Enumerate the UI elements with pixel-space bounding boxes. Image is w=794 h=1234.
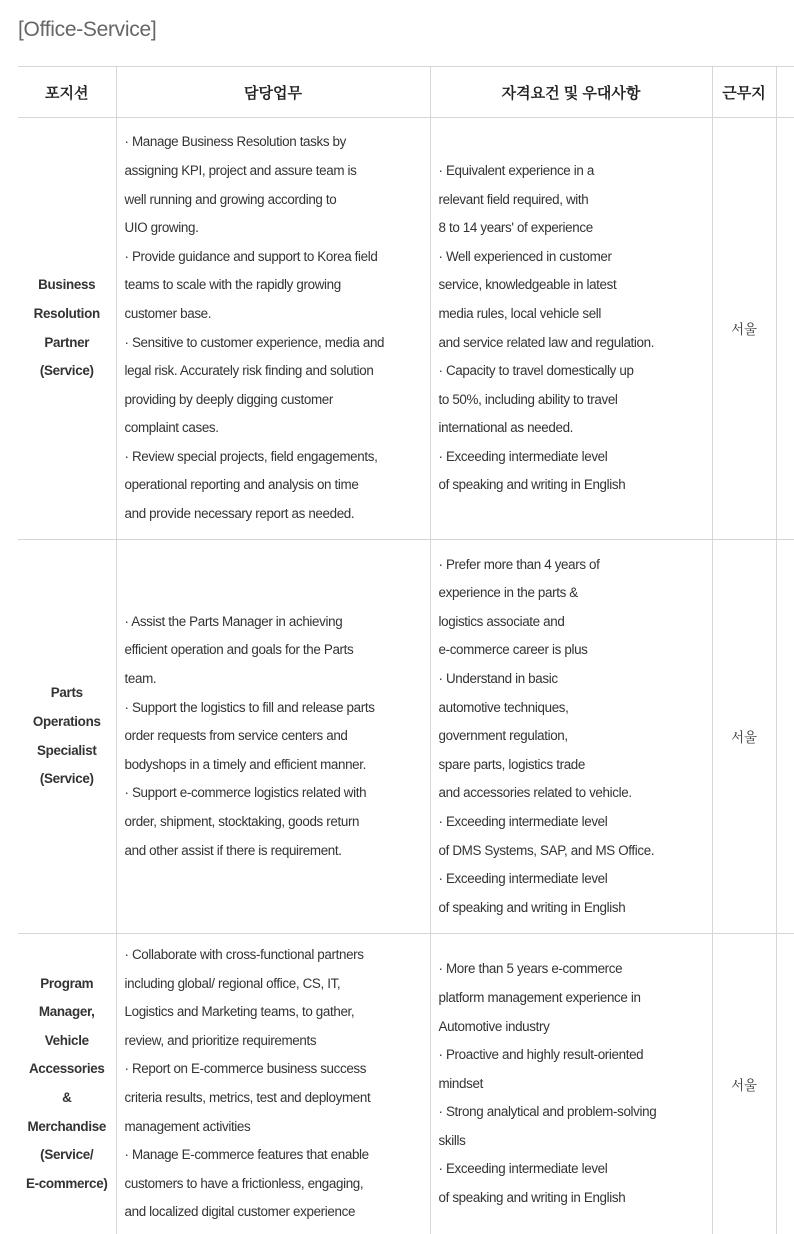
position-cell <box>18 934 116 1234</box>
requirement-line: · Well experienced in customer <box>439 243 708 272</box>
position-title-line: Parts <box>18 679 116 708</box>
requirement-line: mindset <box>439 1070 708 1099</box>
duty-line: UIO growing. <box>125 214 426 243</box>
header-requirements: 자격요건 및 우대사항 <box>430 67 712 118</box>
section-title: [Office-Service] <box>18 18 156 42</box>
extra-cell <box>776 934 794 1234</box>
duty-line: including global/ regional office, CS, IT, <box>125 970 426 999</box>
requirement-line: service, knowledgeable in latest <box>439 271 708 300</box>
requirement-line: · Prefer more than 4 years of <box>439 551 708 580</box>
requirement-line: · Understand in basic <box>439 665 708 694</box>
requirements-cell <box>430 934 712 1234</box>
table-row <box>18 540 794 934</box>
requirement-line: e-commerce career is plus <box>439 636 708 665</box>
requirement-line: · Proactive and highly result-oriented <box>439 1041 708 1070</box>
position-title-line: (Service/ <box>18 1141 116 1170</box>
duty-line: · Sensitive to customer experience, media and <box>125 329 426 358</box>
requirement-line: · More than 5 years e-commerce <box>439 955 708 984</box>
position-title-line: Manager, <box>18 998 116 1027</box>
requirement-line: logistics associate and <box>439 608 708 637</box>
requirement-line: 8 to 14 years' of experience <box>439 214 708 243</box>
requirement-line: · Exceeding intermediate level <box>439 808 708 837</box>
duty-line: efficient operation and goals for the Parts <box>125 636 426 665</box>
duty-line: complaint cases. <box>125 414 426 443</box>
position-title-line: Specialist <box>18 737 116 766</box>
duty-line: customer base. <box>125 300 426 329</box>
requirement-line: · Capacity to travel domestically up <box>439 357 708 386</box>
requirement-line: Automotive industry <box>439 1013 708 1042</box>
job-table <box>18 66 794 1234</box>
requirement-line: to 50%, including ability to travel <box>439 386 708 415</box>
duty-line: and localized digital customer experience <box>125 1198 426 1227</box>
position-title-line: Resolution <box>18 300 116 329</box>
requirement-line: · Exceeding intermediate level <box>439 1155 708 1184</box>
requirement-line: · Equivalent experience in a <box>439 157 708 186</box>
duty-line: · Provide guidance and support to Korea field <box>125 243 426 272</box>
table-row <box>18 118 794 540</box>
position-title-line: Program <box>18 970 116 999</box>
duty-line: · Manage Business Resolution tasks by <box>125 128 426 157</box>
requirement-line: and accessories related to vehicle. <box>439 779 708 808</box>
duty-line: review, and prioritize requirements <box>125 1027 426 1056</box>
duty-line: · Report on E-commerce business success <box>125 1055 426 1084</box>
duty-line: legal risk. Accurately risk finding and solution <box>125 357 426 386</box>
position-title-line: Operations <box>18 708 116 737</box>
position-title-line: & <box>18 1084 116 1113</box>
duty-line: teams to scale with the rapidly growing <box>125 271 426 300</box>
position-title-line: Business <box>18 271 116 300</box>
header-duties: 담당업무 <box>116 67 430 118</box>
duty-line: · Review special projects, field engagements, <box>125 443 426 472</box>
duty-line: order, shipment, stocktaking, goods return <box>125 808 426 837</box>
requirement-line: automotive techniques, <box>439 694 708 723</box>
requirement-line: · Exceeding intermediate level <box>439 443 708 472</box>
requirement-line: skills <box>439 1127 708 1156</box>
requirement-line: spare parts, logistics trade <box>439 751 708 780</box>
location-cell: 서울 <box>712 118 776 540</box>
location-cell: 서울 <box>712 540 776 934</box>
header-extra <box>776 67 794 118</box>
requirement-line: of speaking and writing in English <box>439 471 708 500</box>
duty-line: operational reporting and analysis on time <box>125 471 426 500</box>
duty-line: team. <box>125 665 426 694</box>
duty-line: · Manage E-commerce features that enable <box>125 1141 426 1170</box>
duty-line: criteria results, metrics, test and deployment <box>125 1084 426 1113</box>
position-cell <box>18 118 116 540</box>
table-row <box>18 934 794 1234</box>
duty-line: · Collaborate with cross-functional partners <box>125 941 426 970</box>
position-title-line: (Service) <box>18 357 116 386</box>
requirements-cell <box>430 540 712 934</box>
duty-line: Logistics and Marketing teams, to gather, <box>125 998 426 1027</box>
duty-line: and provide necessary report as needed. <box>125 500 426 529</box>
duty-line: bodyshops in a timely and efficient manner. <box>125 751 426 780</box>
requirement-line: of speaking and writing in English <box>439 894 708 923</box>
table-header-row <box>18 67 794 118</box>
duty-line: management activities <box>125 1113 426 1142</box>
requirement-line: of DMS Systems, SAP, and MS Office. <box>439 837 708 866</box>
position-title-line: Accessories <box>18 1055 116 1084</box>
requirement-line: · Strong analytical and problem-solving <box>439 1098 708 1127</box>
requirement-line: platform management experience in <box>439 984 708 1013</box>
requirement-line: experience in the parts & <box>439 579 708 608</box>
extra-cell <box>776 540 794 934</box>
requirement-line: relevant field required, with <box>439 186 708 215</box>
requirement-line: · Exceeding intermediate level <box>439 865 708 894</box>
position-title-line: Merchandise <box>18 1113 116 1142</box>
duties-cell <box>116 934 430 1234</box>
position-cell <box>18 540 116 934</box>
duty-line: · Support e-commerce logistics related with <box>125 779 426 808</box>
requirement-line: government regulation, <box>439 722 708 751</box>
duty-line: well running and growing according to <box>125 186 426 215</box>
position-title-line: Partner <box>18 329 116 358</box>
requirement-line: international as needed. <box>439 414 708 443</box>
header-location: 근무지 <box>712 67 776 118</box>
duty-line: and other assist if there is requirement. <box>125 837 426 866</box>
header-position: 포지션 <box>18 67 116 118</box>
extra-cell <box>776 118 794 540</box>
position-title-line: (Service) <box>18 765 116 794</box>
position-title-line: E-commerce) <box>18 1170 116 1199</box>
duty-line: · Support the logistics to fill and release parts <box>125 694 426 723</box>
position-title-line: Vehicle <box>18 1027 116 1056</box>
location-cell: 서울 <box>712 934 776 1234</box>
requirement-line: media rules, local vehicle sell <box>439 300 708 329</box>
requirement-line: and service related law and regulation. <box>439 329 708 358</box>
duties-cell <box>116 118 430 540</box>
requirement-line: of speaking and writing in English <box>439 1184 708 1213</box>
duties-cell <box>116 540 430 934</box>
duty-line: · Assist the Parts Manager in achieving <box>125 608 426 637</box>
duty-line: order requests from service centers and <box>125 722 426 751</box>
requirements-cell <box>430 118 712 540</box>
duty-line: assigning KPI, project and assure team is <box>125 157 426 186</box>
duty-line: customers to have a frictionless, engaging, <box>125 1170 426 1199</box>
duty-line: providing by deeply digging customer <box>125 386 426 415</box>
